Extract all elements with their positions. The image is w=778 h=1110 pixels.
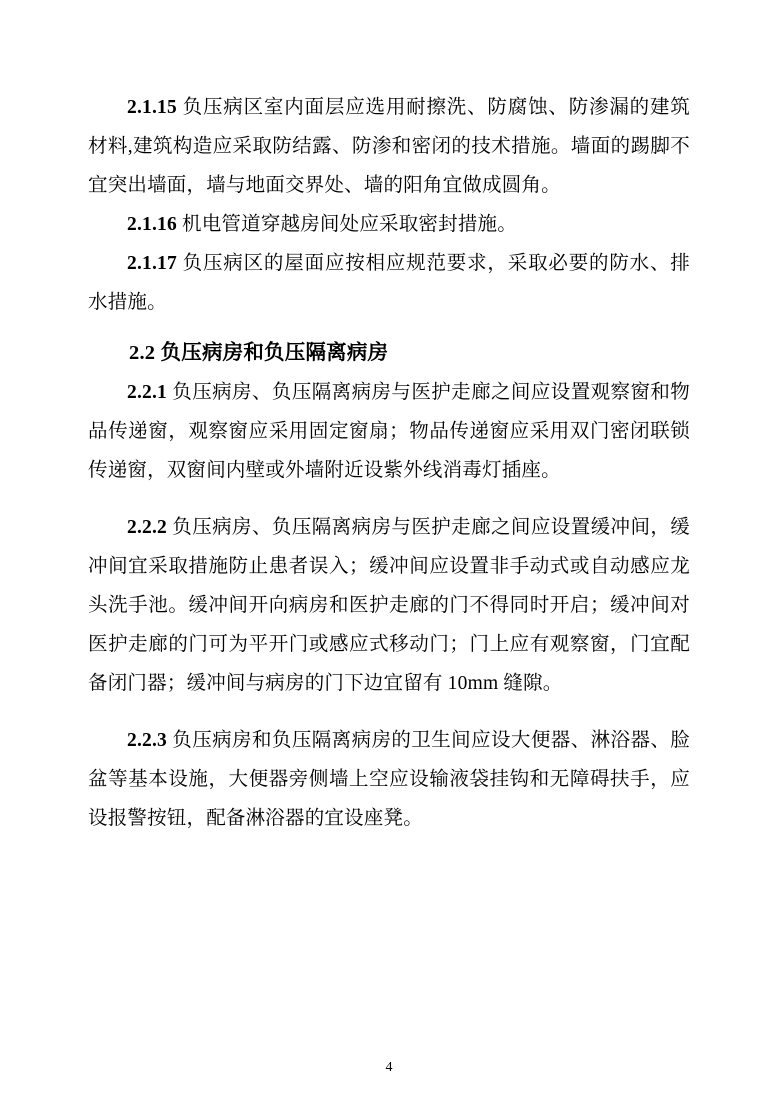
paragraph-2-1-15 (88, 88, 690, 205)
paragraph-text: 负压病区室内面层应选用耐擦洗、防腐蚀、防渗漏的建筑材料,建筑构造应采取防结露、防渗和密闭的技术措施。墙面的踢脚不宜突出墙面，墙与地面交界处、墙的阳角宜做成圆角。 (88, 97, 690, 196)
paragraph-text: 机电管道穿越房间处应采取密封措施。 (176, 214, 517, 235)
paragraph-number: 2.2.2 (127, 517, 167, 538)
document-body (88, 88, 690, 838)
heading-number: 2.2 (129, 342, 156, 364)
paragraph-text: 负压病区的屋面应按相应规范要求，采取必要的防水、排水措施。 (88, 253, 690, 313)
paragraph-2-1-17 (88, 244, 690, 322)
paragraph-2-1-16 (88, 205, 690, 244)
paragraph-2-2-1 (88, 373, 690, 490)
paragraph-number: 2.1.15 (127, 97, 177, 118)
paragraph-text: 负压病房、负压隔离病房与医护走廊之间应设置观察窗和物品传递窗，观察窗应采用固定窗扇；物品传递窗应采用双门密闭联锁传递窗，双窗间内壁或外墙附近设紫外线消毒灯插座。 (88, 382, 690, 481)
paragraph-number: 2.1.17 (127, 253, 177, 274)
paragraph-number: 2.1.16 (127, 214, 177, 235)
paragraph-number: 2.2.3 (127, 730, 167, 751)
paragraph-number: 2.2.1 (127, 382, 167, 403)
heading-text: 负压病房和负压隔离病房 (155, 342, 389, 364)
paragraph-2-2-3 (88, 721, 690, 838)
section-heading-2-2 (88, 334, 690, 373)
paragraph-text: 负压病房、负压隔离病房与医护走廊之间应设置缓冲间，缓冲间宜采取措施防止患者误入；缓冲间应设置非手动式或自动感应龙头洗手池。缓冲间开向病房和医护走廊的门不得同时开启；缓冲间对医护走廊的门可为平开门或感应式移动门；门上应有观察窗，门宜配备闭门器；缓冲间与病房的门下边宜留有 10mm 缝隙。 (88, 517, 690, 694)
page-number: 4 (385, 1060, 393, 1075)
paragraph-2-2-2 (88, 508, 690, 703)
paragraph-text: 负压病房和负压隔离病房的卫生间应设大便器、淋浴器、脸盆等基本设施，大便器旁侧墙上空应设输液袋挂钩和无障碍扶手，应设报警按钮，配备淋浴器的宜设座凳。 (88, 730, 690, 829)
